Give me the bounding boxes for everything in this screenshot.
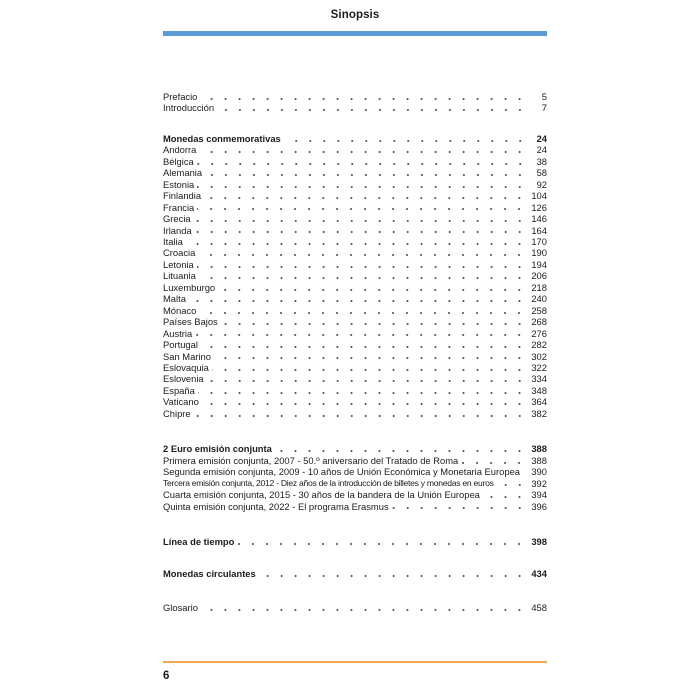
dot-leader [221,316,529,327]
toc-entry-label: Mónaco [163,304,197,316]
toc-entry-label: Austria [163,327,193,339]
toc-entry-page: 268 [531,316,547,328]
toc-entry-page: 276 [531,327,547,339]
toc-entry-page: 104 [531,190,547,202]
dot-leader [214,351,528,362]
toc-entry-label: 2 Euro emisión conjunta [163,443,272,455]
dot-leader [199,270,529,281]
toc-entry-page: 396 [531,500,547,512]
dot-leader [218,282,528,293]
toc-row [163,455,547,466]
dot-leader [212,362,528,373]
dot-leader [205,167,529,178]
toc-row [163,385,547,396]
dot-leader [483,489,528,500]
dot-leader [195,225,529,236]
toc-row [163,373,547,384]
toc-entry-page: 38 [536,155,547,167]
toc-entry-label: Francia [163,201,195,213]
page-title: Sinopsis [330,9,380,21]
toc-row [163,602,547,613]
toc-row [163,213,547,224]
dot-leader [392,501,529,512]
toc-list [163,91,547,613]
toc-entry-page: 58 [536,167,547,179]
dot-leader [199,144,529,155]
toc-entry-page: 24 [536,132,547,144]
toc-entry-label: Italia [163,235,183,247]
toc-entry-page: 5 [541,91,547,102]
dot-leader [275,443,528,454]
toc-entry-label: Luxemburgo [163,281,216,293]
toc-row [163,408,547,419]
dot-leader [195,328,528,339]
toc-row [163,225,547,236]
toc-entry-label: Chipre [163,407,191,419]
toc-row [163,91,547,102]
toc-entry-page: 164 [531,224,547,236]
dot-leader [461,455,528,466]
toc-entry-page: 398 [531,535,547,547]
toc-row [163,568,547,579]
toc-entry-label: Estonia [163,178,195,190]
toc-row [163,339,547,350]
page-number: 6 [163,670,170,682]
toc-row [163,156,547,167]
toc-entry-page: 434 [531,568,547,580]
toc-row [163,144,547,155]
dot-leader [259,568,529,579]
toc-entry-page: 388 [531,454,547,466]
toc-group [163,91,547,114]
toc-entry-label: Cuarta emisión conjunta, 2015 - 30 años de la bandera de la Unión Europea [163,489,480,501]
toc-entry-page: 388 [531,443,547,455]
dot-leader [197,202,528,213]
dot-leader [201,339,528,350]
toc-entry-label: Portugal [163,339,198,351]
toc-entry-page: 322 [531,361,547,373]
dot-leader [202,396,529,407]
toc-entry-page: 392 [531,477,547,489]
toc-row [163,351,547,362]
toc-row [163,443,547,454]
dot-leader [497,478,529,489]
toc-entry-page: 364 [531,396,547,408]
dot-leader [204,190,528,201]
toc-entry-label: Eslovaquia [163,361,209,373]
toc-row [163,270,547,281]
toc-row [163,362,547,373]
dot-leader [197,156,529,167]
toc-entry-label: Eslovenia [163,373,204,385]
dot-leader [237,536,528,547]
dot-leader [197,259,529,270]
toc-entry-label: Segunda emisión conjunta, 2009 - 10 años de Unión Económica y Monetaria Europea [163,466,521,478]
toc-entry-label: Vaticano [163,396,199,408]
toc-entry-page: 190 [531,247,547,259]
toc-entry-page: 458 [531,601,547,613]
dot-leader [217,102,529,113]
toc-entry-label: Monedas circulantes [163,568,256,580]
toc-group [163,602,547,613]
toc-entry-label: Bélgica [163,155,194,167]
toc-entry-page: 218 [531,281,547,293]
toc-row [163,316,547,327]
header-rule-blue [163,31,547,36]
toc-row [163,396,547,407]
toc-entry-page: 170 [531,235,547,247]
toc-entry-label: Glosario [163,601,198,613]
toc-row [163,489,547,500]
dot-leader [200,91,529,102]
toc-entry-page: 394 [531,489,547,501]
footer-rule-orange [163,661,547,663]
dot-leader [199,305,528,316]
toc-entry-label: Grecia [163,213,191,225]
toc-entry-label: Andorra [163,144,197,156]
dot-leader [194,213,529,224]
dot-leader [201,602,528,613]
toc-row [163,536,547,547]
toc-row [163,102,547,113]
toc-entry-page: 240 [531,293,547,305]
dot-leader [189,293,528,304]
toc-group [163,443,547,512]
toc-entry-label: San Marino [163,350,211,362]
toc-row [163,328,547,339]
toc-group [163,536,547,547]
toc-row [163,305,547,316]
dot-leader [198,385,529,396]
toc-row [163,167,547,178]
toc-entry-label: Quinta emisión conjunta, 2022 - El programa Erasmus [163,500,389,512]
toc-row [163,247,547,258]
toc-entry-page: 302 [531,350,547,362]
toc-entry-label: Finlandia [163,190,202,202]
dot-leader [207,373,529,384]
dot-leader [197,179,529,190]
toc-row [163,466,547,477]
toc-entry-page: 194 [531,258,547,270]
dot-leader [186,236,529,247]
toc-entry-label: Introducción [163,102,215,114]
dot-leader [194,408,529,419]
toc-entry-page: 258 [531,304,547,316]
toc-entry-page: 382 [531,407,547,419]
dot-leader [284,133,529,144]
toc-row [163,282,547,293]
toc-group [163,568,547,579]
toc-group [163,133,547,419]
toc-entry-page: 348 [531,384,547,396]
toc-row [163,236,547,247]
toc-entry-label: Tercera emisión conjunta, 2012 - Diez años de la introducción de billetes y monedas en euros [163,477,494,488]
toc-entry-page: 24 [536,144,547,156]
toc-entry-page: 334 [531,373,547,385]
toc-row [163,179,547,190]
toc-entry-page: 282 [531,339,547,351]
toc-entry-label: Prefacio [163,91,198,102]
toc-entry-page: 92 [536,178,547,190]
toc-row [163,478,547,489]
toc-entry-label: España [163,384,195,396]
toc-entry-page: 126 [531,201,547,213]
toc-entry-label: Malta [163,293,186,305]
toc-entry-label: Letonia [163,258,194,270]
toc-entry-label: Monedas conmemorativas [163,132,281,144]
toc-row [163,202,547,213]
toc-row [163,259,547,270]
toc-entry-label: Alemania [163,167,203,179]
toc-entry-page: 146 [531,213,547,225]
toc-row [163,501,547,512]
toc-row [163,293,547,304]
toc-entry-page: 390 [531,466,547,478]
toc-entry-page: 206 [531,270,547,282]
toc-entry-label: Irlanda [163,224,192,236]
toc-entry-page: 7 [541,102,547,114]
toc-row [163,133,547,144]
toc-entry-label: Primera emisión conjunta, 2007 - 50.º aniversario del Tratado de Roma [163,454,459,466]
toc-row [163,190,547,201]
toc-entry-label: Países Bajos [163,316,218,328]
toc-entry-label: Lituania [163,270,196,282]
toc-entry-label: Línea de tiempo [163,535,235,547]
toc-entry-label: Croacia [163,247,196,259]
dot-leader [198,247,528,258]
